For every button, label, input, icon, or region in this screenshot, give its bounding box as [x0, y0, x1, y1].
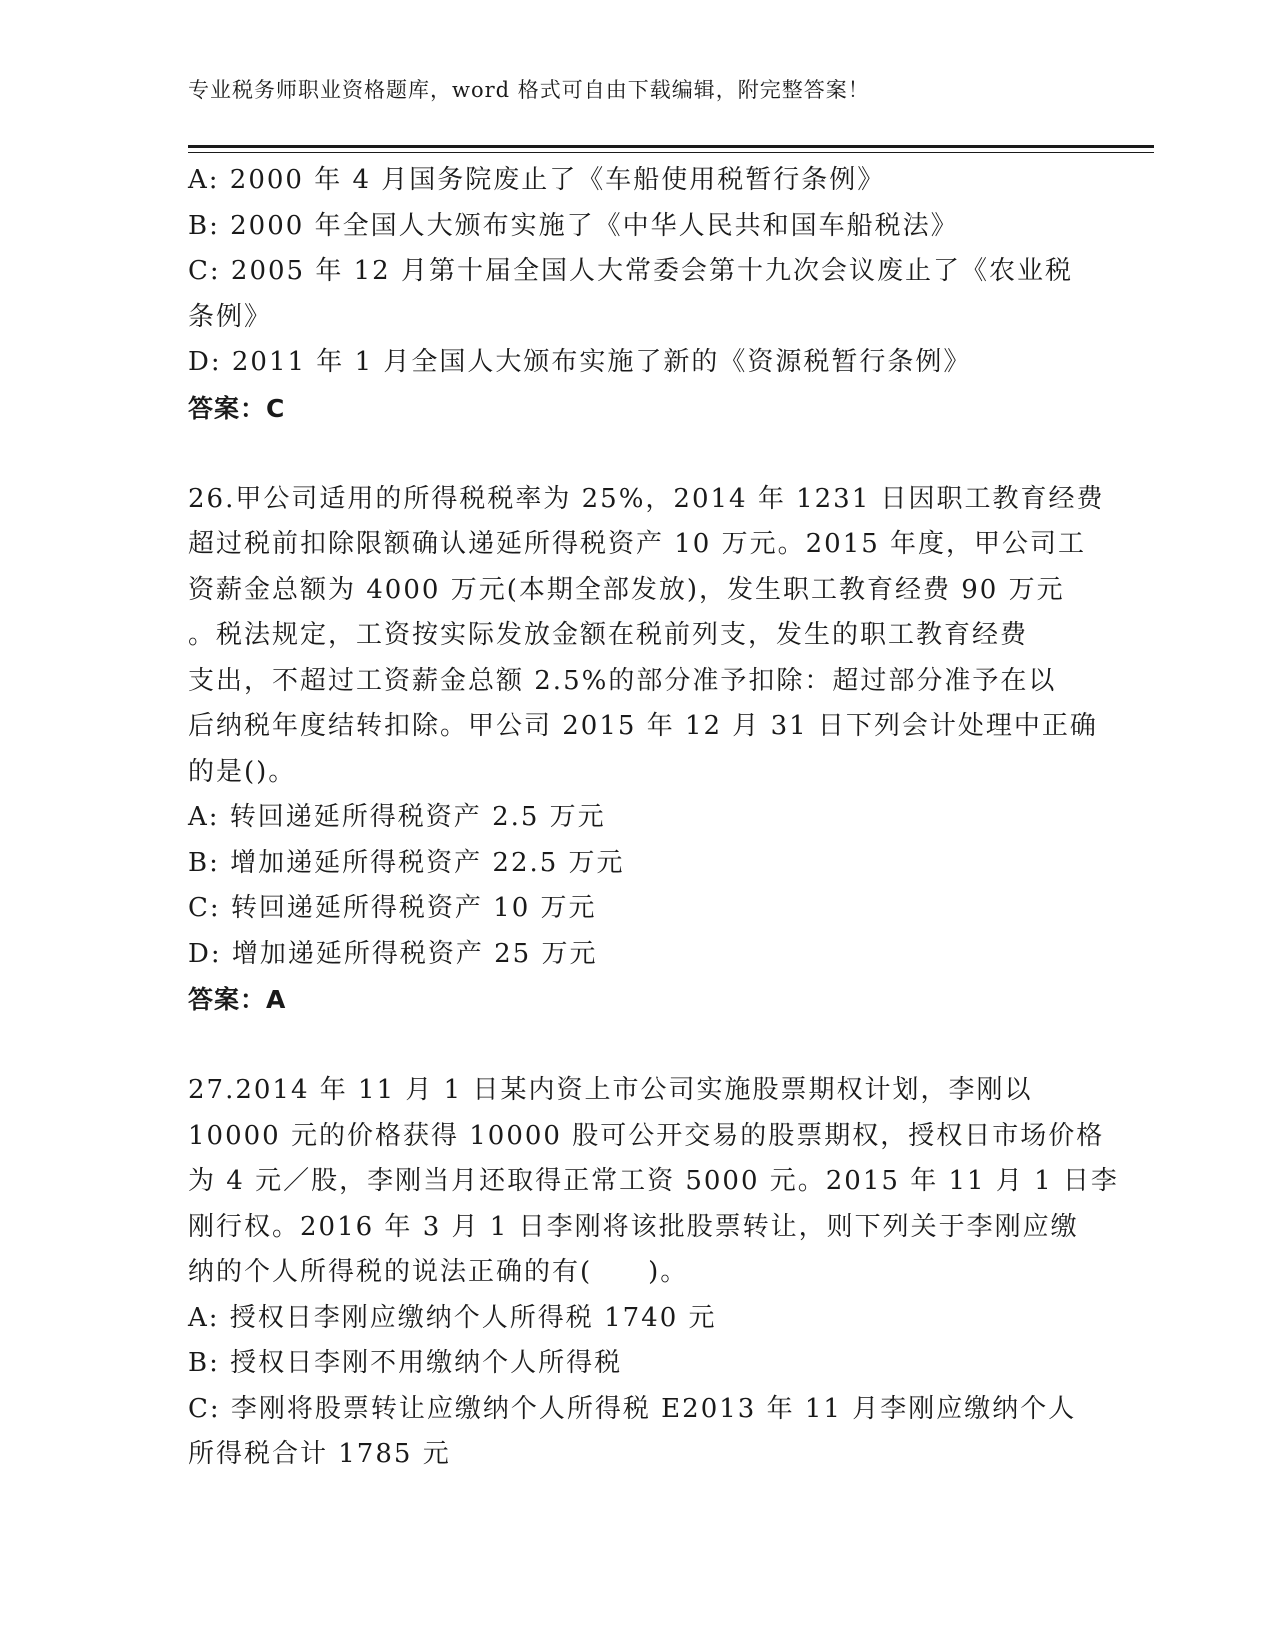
q26-stem-line: 26.甲公司适用的所得税税率为 25%，2014 年 1231 日因职工教育经费: [188, 483, 1105, 514]
q27-option-a: A: 授权日李刚应缴纳个人所得税 1740 元: [188, 1302, 717, 1333]
q25-answer: 答案：C: [188, 393, 286, 423]
header-rule-thin: [188, 152, 1154, 153]
q27-stem-line: 10000 元的价格获得 10000 股可公开交易的股票期权，授权日市场价格: [188, 1120, 1105, 1151]
q26-answer: 答案：A: [188, 985, 287, 1014]
q26-option-c: C: 转回递延所得税资产 10 万元: [188, 893, 597, 923]
q27-stem-line: 27.2014 年 11 月 1 日某内资上市公司实施股票期权计划，李刚以: [188, 1075, 1033, 1105]
q25-option-c-line2: 条例》: [188, 301, 273, 332]
spacer: [188, 1023, 1088, 1069]
q26-option-d: D: 增加递延所得税资产 25 万元: [188, 938, 598, 969]
q27-option-b: B: 授权日李刚不用缴纳个人所得税: [188, 1348, 623, 1378]
document-body: [188, 158, 1119, 1478]
q26-stem-line: 资薪金总额为 4000 万元(本期全部发放)，发生职工教育经费 90 万元: [188, 574, 1065, 605]
q26-stem-line: 后纳税年度结转扣除。甲公司 2015 年 12 月 31 日下列会计处理中正确: [188, 711, 1098, 741]
q25-option-c-line1: C: 2005 年 12 月第十届全国人大常委会第十九次会议废止了《农业税: [188, 256, 1073, 286]
q27-stem-line: 纳的个人所得税的说法正确的有( )。: [188, 1257, 689, 1287]
spacer: [188, 431, 1088, 477]
q26-stem-line: 的是()。: [188, 756, 297, 787]
q27-stem: [188, 1068, 1119, 1296]
q26-option-a: A: 转回递延所得税资产 2.5 万元: [188, 802, 606, 832]
q27-option-c-line2: 所得税合计 1785 元: [188, 1439, 451, 1469]
header-rule-thick: [188, 145, 1154, 148]
q25-option-d: D: 2011 年 1 月全国人大颁布实施了新的《资源税暂行条例》: [188, 347, 972, 377]
q25-option-a: A: 2000 年 4 月国务院废止了《车船使用税暂行条例》: [188, 165, 886, 195]
page-header: 专业税务师职业资格题库，word 格式可自由下载编辑，附完整答案！: [188, 78, 870, 102]
q26-stem: [188, 477, 1105, 796]
q27-option-c-line1: C: 李刚将股票转让应缴纳个人所得税 E2013 年 11 月李刚应缴纳个人: [188, 1393, 1077, 1424]
q26-stem-line: 。税法规定，工资按实际发放金额在税前列支，发生的职工教育经费: [188, 620, 1029, 650]
q27-stem-line: 刚行权。2016 年 3 月 1 日李刚将该批股票转让，则下列关于李刚应缴: [188, 1211, 1079, 1242]
q26-stem-line: 支出，不超过工资薪金总额 2.5%的部分准予扣除：超过部分准予在以: [188, 665, 1057, 696]
q27-stem-line: 为 4 元／股，李刚当月还取得正常工资 5000 元。2015 年 11 月 1 日李: [188, 1166, 1119, 1196]
q26-stem-line: 超过税前扣除限额确认递延所得税资产 10 万元。2015 年度，甲公司工: [188, 529, 1087, 559]
q26-option-b: B: 增加递延所得税资产 22.5 万元: [188, 847, 625, 878]
q25-option-b: B: 2000 年全国人大颁布实施了《中华人民共和国车船税法》: [188, 210, 959, 241]
